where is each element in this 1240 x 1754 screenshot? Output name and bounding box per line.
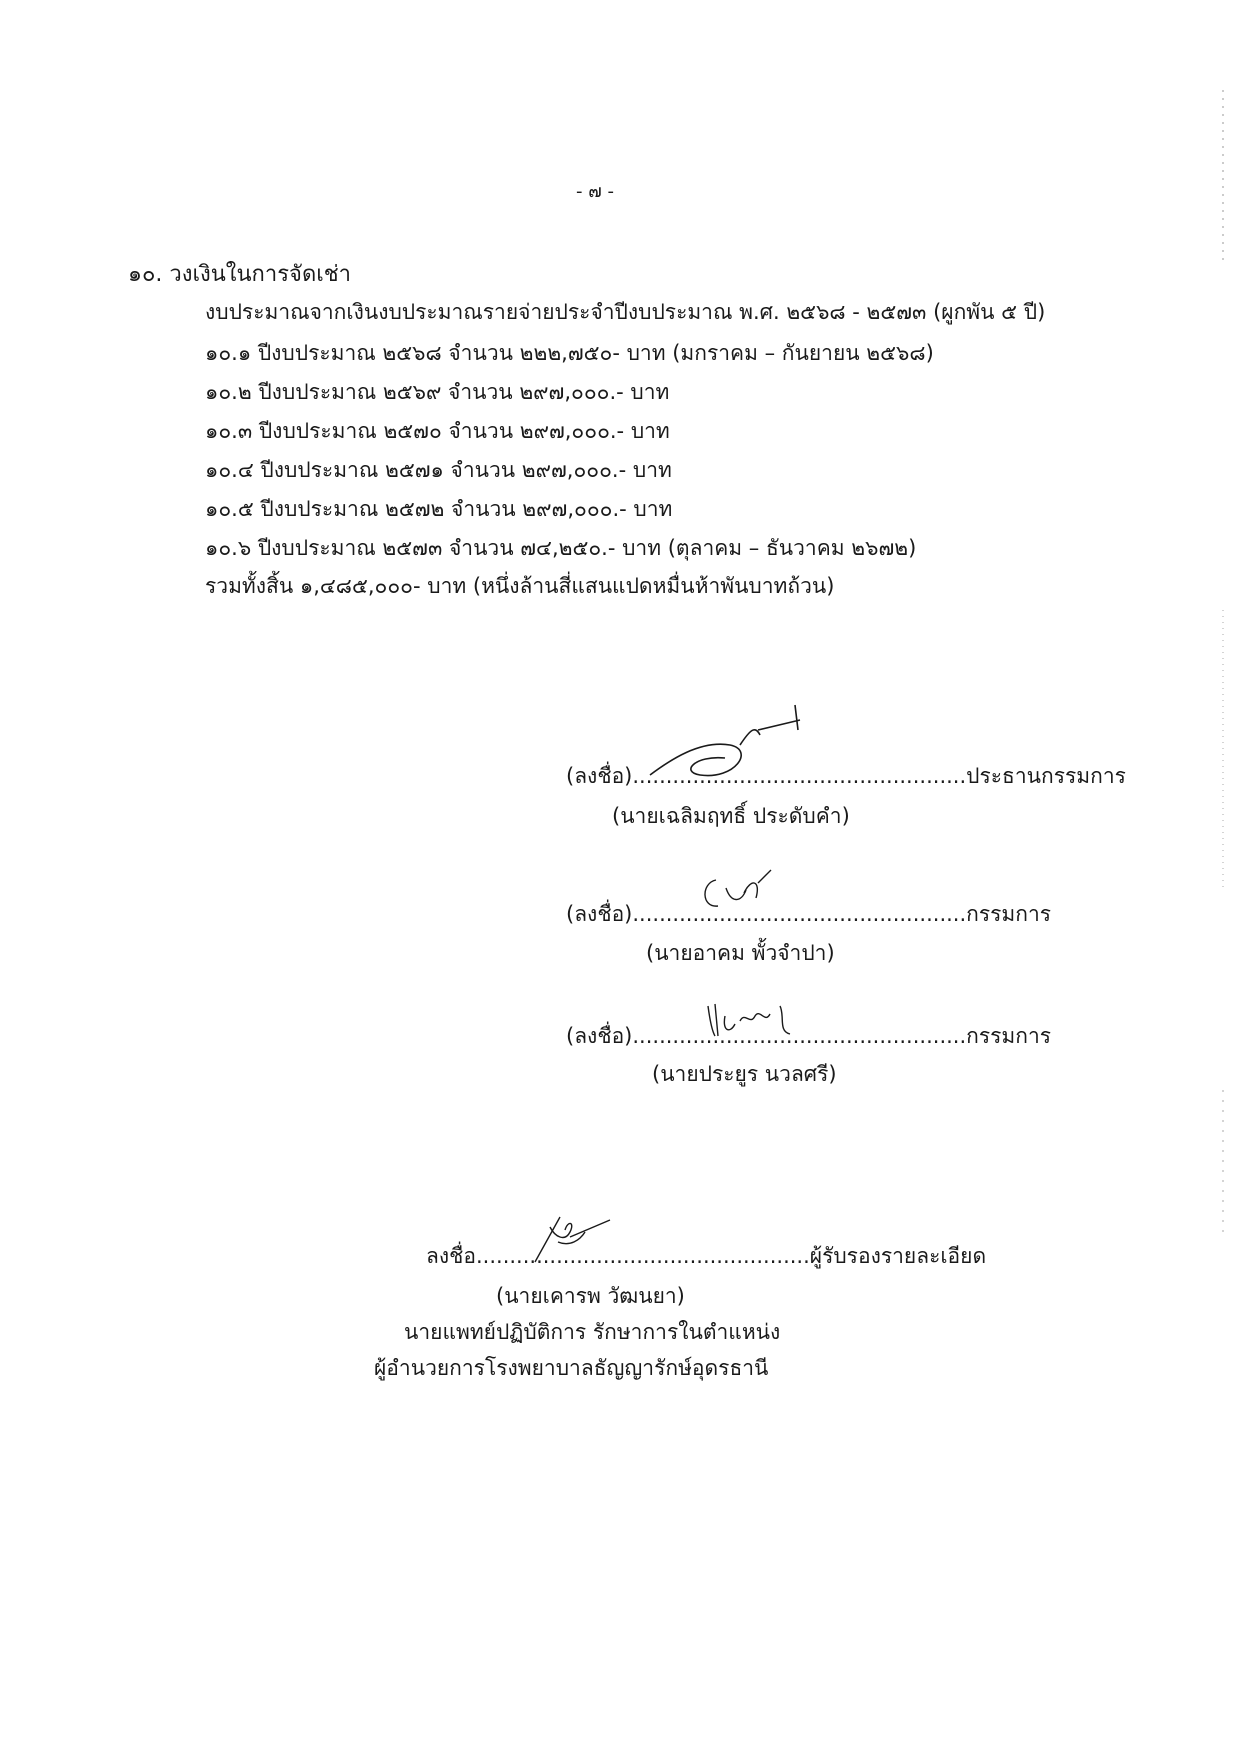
role-label: ประธานกรรมการ bbox=[966, 764, 1126, 788]
chair-name: (นายเฉลิมฤทธิ์ ประดับคำ) bbox=[612, 804, 850, 828]
budget-line-10-2: ๑๐.๒ ปีงบประมาณ ๒๕๖๙ จำนวน ๒๙๗,๐๐๐.- บาท bbox=[205, 380, 670, 404]
sign-prefix: (ลงชื่อ) bbox=[566, 1024, 633, 1048]
scan-edge-marks bbox=[1220, 90, 1226, 1240]
budget-line-10-6: ๑๐.๖ ปีงบประมาณ ๒๕๗๓ จำนวน ๗๔,๒๕๐.- บาท (ตุลาคม – ธันวาคม ๒๖๗๒) bbox=[205, 536, 917, 560]
role-label: กรรมการ bbox=[966, 1024, 1052, 1048]
role-label: ผู้รับรองรายละเอียด bbox=[809, 1244, 987, 1268]
member1-name: (นายอาคม พั้วจำปา) bbox=[646, 941, 835, 965]
role-label: กรรมการ bbox=[966, 902, 1052, 926]
sign-prefix: (ลงชื่อ) bbox=[566, 902, 633, 926]
budget-line-10-3: ๑๐.๓ ปีงบประมาณ ๒๕๗๐ จำนวน ๒๙๗,๐๐๐.- บาท bbox=[205, 419, 670, 443]
certifier-signature-scribble bbox=[510, 1212, 620, 1267]
certifier-position-line2: ผู้อำนวยการโรงพยาบาลธัญญารักษ์อุดรธานี bbox=[374, 1356, 769, 1380]
budget-summary-line: งบประมาณจากเงินงบประมาณรายจ่ายประจำปีงบประมาณ พ.ศ. ๒๕๖๘ - ๒๕๗๓ (ผูกพัน ๕ ปี) bbox=[205, 300, 1046, 324]
sign-prefix: (ลงชื่อ) bbox=[566, 764, 633, 788]
budget-line-10-1: ๑๐.๑ ปีงบประมาณ ๒๕๖๘ จำนวน ๒๒๒,๗๕๐- บาท (มกราคม – กันยายน ๒๕๖๘) bbox=[205, 341, 934, 365]
certifier-position-line1: นายแพทย์ปฏิบัติการ รักษาการในตำแหน่ง bbox=[404, 1320, 781, 1344]
budget-line-10-4: ๑๐.๔ ปีงบประมาณ ๒๕๗๑ จำนวน ๒๙๗,๐๐๐.- บาท bbox=[205, 458, 672, 482]
certifier-name: (นายเคารพ วัฒนยา) bbox=[496, 1284, 685, 1308]
signature-dots: .................................................. bbox=[632, 902, 967, 926]
member1-signature-line bbox=[566, 898, 1051, 931]
member2-name: (นายประยูร นวลศรี) bbox=[652, 1062, 837, 1086]
signature-dots: .................................................. bbox=[632, 1024, 967, 1048]
member2-signature-scribble bbox=[700, 996, 810, 1046]
member1-signature-scribble bbox=[696, 868, 786, 918]
sign-prefix: ลงชื่อ bbox=[426, 1244, 476, 1268]
section-heading: ๑๐. วงเงินในการจัดเช่า bbox=[128, 262, 352, 287]
budget-line-10-5: ๑๐.๕ ปีงบประมาณ ๒๕๗๒ จำนวน ๒๙๗,๐๐๐.- บาท bbox=[205, 497, 673, 521]
budget-total-line: รวมทั้งสิ้น ๑,๔๘๕,๐๐๐- บาท (หนึ่งล้านสี่แสนแปดหมื่นห้าพันบาทถ้วน) bbox=[205, 574, 835, 598]
signature-dots: .................................................. bbox=[476, 1244, 810, 1268]
page-number: - ๗ - bbox=[576, 181, 614, 202]
signature-dots: .................................................. bbox=[632, 764, 967, 788]
chair-signature-scribble bbox=[640, 700, 810, 790]
